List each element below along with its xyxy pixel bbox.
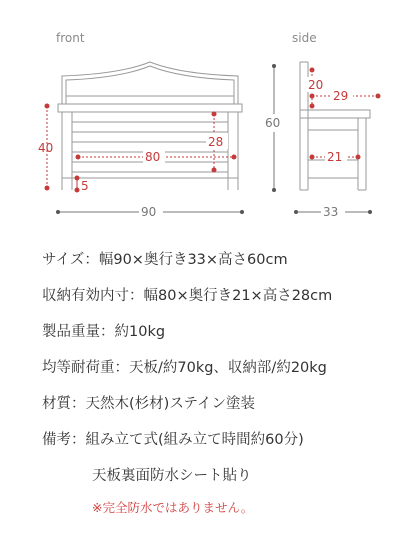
side-inner-depth-label: 21 — [327, 150, 343, 164]
front-inner-height-label: 28 — [208, 135, 224, 149]
total-width-label: 90 — [141, 205, 157, 219]
spec-list — [42, 248, 412, 518]
front-view-label: front — [56, 31, 85, 45]
side-depth-label: 29 — [333, 89, 349, 103]
side-total-depth-label: 33 — [323, 205, 339, 219]
front-inner-width-label: 80 — [145, 150, 161, 164]
side-total-depth — [294, 204, 372, 220]
spec-size: サイズ：幅90×奥行き33×高さ60cm — [42, 252, 288, 268]
front-total-width — [56, 204, 244, 220]
side-view-label: side — [292, 31, 317, 45]
side-red-dimensions — [306, 68, 381, 165]
waterproof-note: ※完全防水ではありません。 — [92, 500, 254, 515]
spec-material: 材質：天然木(杉材)ステイン塗装 — [42, 396, 256, 412]
spec-weight: 製品重量：約10kg — [42, 324, 166, 340]
front-red-dimensions — [38, 104, 237, 194]
spec-storage: 収納有効内寸：幅80×奥行き21×高さ28cm — [42, 288, 333, 304]
spec-remarks-continued: 天板裏面防水シート貼り — [92, 468, 252, 484]
dimension-diagram — [0, 0, 420, 230]
total-height — [264, 64, 286, 192]
side-top-label: 20 — [308, 78, 324, 92]
total-height-label: 60 — [265, 116, 281, 130]
spec-remarks: 備考：組み立て式(組み立て時間約60分) — [42, 432, 304, 448]
spec-load: 均等耐荷重：天板/約70kg、収納部/約20kg — [42, 360, 327, 376]
front-leg-label: 5 — [81, 179, 89, 193]
front-height-label: 40 — [38, 141, 54, 155]
